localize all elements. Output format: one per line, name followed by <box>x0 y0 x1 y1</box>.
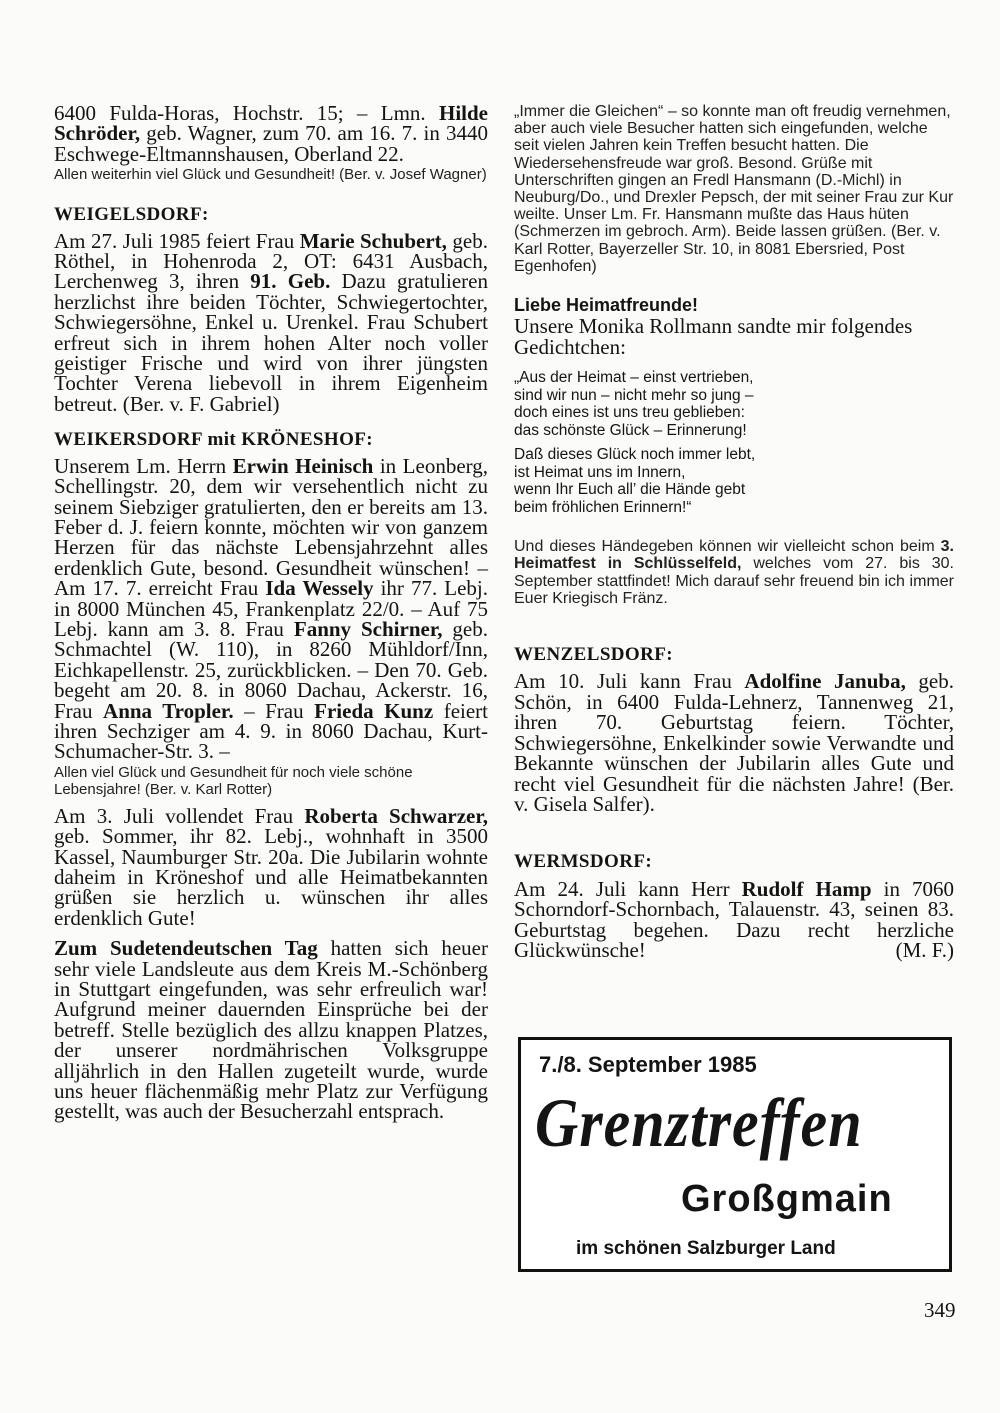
advertisement-grenztreffen <box>518 1037 952 1272</box>
paragraph-haendegeben <box>514 538 954 607</box>
page-number: 349 <box>924 1298 956 1322</box>
poem-stanza-2 <box>514 446 954 516</box>
bold-lead: Zum Sudetendeutschen Tag <box>54 936 318 961</box>
heading-wermsdorf: WERMSDORF: <box>514 851 653 873</box>
paragraph-gleichen: „Immer die Gleichen“ – so konnte man oft freudig vernehmen, aber auch viele Besucher hatten sich eingefunden, welche seit vielen Jahren kein Treffen besucht hatten. Die Wiedersehensfreude war groß. Besond. Grüße mit Unterschriften gingen an Fredl Hansmann (D.-Michl) in Neuburg/Do., und Drexler Pepsch, der mit seiner Frau zur Kur weilte. Unser Lm. Fr. Hansmann mußte das Haus hüten (Schmerzen im gebroch. Arm). Beide lassen grüßen. (Ber. v. Karl Rotter, Bayerzeller Str. 10, in 8081 Ebersried, Post Egenhofen) <box>514 103 954 275</box>
text: geb. Schön, in 6400 Fulda-Lehnerz, Tannenweg 21, ihren 70. Geburtstag feiern. Töchter, Schwiegersöhne, Enkelkinder sowie Verwandte und Bekannte wünschen der Jubilarin alles Gute und recht viel Gesundheit für die nächsten Jahre! (Ber. v. Gisela Salfer). <box>514 669 955 816</box>
heading-wenzelsdorf: WENZELSDORF: <box>514 644 673 666</box>
left-column <box>54 103 488 1122</box>
ad-subtitle: im schönen Salzburger Land <box>576 1238 836 1259</box>
text: geb. Sommer, ihr 82. Lebj., wohnhaft in 3500 Kassel, Naumburger Str. 20a. Die Jubilarin wohnte daheim in Kröneshof und alle Heimatbekannten grüßen sie herzlich u. wünschen ihr alles erdenklich Gute! <box>54 824 488 930</box>
text: geb. Wagner, zum 70. am 16. 7. in 3440 Eschwege-Eltmannshausen, Oberland 22. <box>54 121 488 166</box>
ad-title: Grenztreffen <box>535 1085 863 1162</box>
poem-line: Daß dieses Glück noch immer lebt, <box>514 446 756 464</box>
paragraph-horas <box>54 103 488 164</box>
person-name: Hilde Schröder, <box>54 101 488 146</box>
ad-date: 7./8. September 1985 <box>539 1052 757 1077</box>
text: in 7060 Schorndorf-Schornbach, Talauenstr. 43, seinen 83. Geburtstag begehen. Dazu recht herzliche Glückwünsche! <box>514 876 954 962</box>
paragraph-wenzelsdorf <box>514 671 954 814</box>
person-name: Ida Wessely <box>265 576 374 601</box>
person-name: Frieda Kunz <box>314 698 434 723</box>
ad-place: Großgmain <box>681 1178 893 1220</box>
paragraph-sudetendeutscher-tag <box>54 938 488 1122</box>
text: ihr 77. Lebj. in 8000 München 45, Frankenplatz 22/0. – Auf 75 Lebj. kann am 3. 8. Frau <box>54 576 488 641</box>
text: Dazu gratulieren herzlichst ihre beiden Töchter, Schwiegertochter, Schwiegersöhne, Enkel u. Urenkel. Frau Schubert erfreut sich in ihrem hohen Alter noch voller geistiger Frische und wird von ihrer jüngsten Tochter Verena liebevoll in ihrem Eigenheim betreut. (Ber. v. F. Gabriel) <box>54 269 488 416</box>
paragraph-rollmann: Unsere Monika Rollmann sandte mir folgendes Gedichtchen: <box>514 314 913 359</box>
birthday-bold: 91. Geb. <box>250 269 331 294</box>
heading-weigelsdorf: WEIGELSDORF: <box>54 204 209 226</box>
text: Am 27. Juli 1985 feiert Frau <box>54 228 300 253</box>
person-name: Fanny Schirner, <box>293 616 443 641</box>
poem-line: „Aus der Heimat – einst vertrieben, <box>514 369 754 387</box>
bold-event: 3. Heimatfest in Schlüsselfeld, <box>514 538 954 573</box>
person-name: Roberta Schwarzer, <box>304 803 488 828</box>
right-column <box>514 103 954 960</box>
paragraph-schwarzer <box>54 803 488 930</box>
poem-line: wenn Ihr Euch all’ die Hände gebt <box>514 481 746 499</box>
paragraph-wermsdorf <box>514 876 954 962</box>
text: welches vom 27. bis 30. September stattfindet! Mich darauf sehr freuend bin ich immer Euer Kriegisch Fränz. <box>514 555 954 607</box>
poem-line: beim fröhlichen Erinnern!“ <box>514 498 692 516</box>
text: – Frau <box>233 698 315 723</box>
text: in Leonberg, Schellingstr. 20, dem wir versehentlich nicht zu seinem Siebziger gratulierten, den er bereits am 13. Feber d. J. feiern konnte, möchten wir von ganzem Herzen für das nächste Lebensjahrzehnt alles erdenklich Gute, besond. Gesundheit wünschen! – Am 17. 7. erreicht Frau <box>54 453 489 601</box>
text: hatten sich heuer sehr viele Landsleute aus dem Kreis M.-Schönberg in Stuttgart eingefunden, was sehr erfreulich war! Aufgrund meiner dauernden Einsprüche bei der betreff. Stelle bezüglich des allzu knappen Platzes, der unserer nordmährischen Volksgruppe alljährlich in den Hallen zugeteilt wurde, wurde uns heuer flächenmäßig mehr Platz zur Verfügung gestellt, was auch der Besucherzahl entsprach. <box>54 936 488 1124</box>
text: Am 24. Juli kann Herr <box>514 876 742 901</box>
poem-line: ist Heimat uns im Innern, <box>514 463 686 481</box>
text: Unserem Lm. Herrn <box>54 453 233 478</box>
paragraph-weigelsdorf <box>54 228 488 416</box>
text: Am 3. Juli vollendet Frau <box>54 803 305 828</box>
person-name: Anna Tropler. <box>103 698 234 723</box>
person-name: Marie Schubert, <box>299 228 447 253</box>
poem-line: sind wir nun – nicht mehr so jung – <box>514 386 754 404</box>
text: Und dieses Händegeben können wir vielleicht schon beim <box>514 538 941 556</box>
text: geb. Röthel, in Hohenroda 2, OT: 6431 Ausbach, Lerchenweg 3, ihren <box>54 228 488 294</box>
paragraph-weikersdorf <box>54 453 489 764</box>
signature: (M. F.) <box>895 937 954 962</box>
poem-line: doch eines ist uns treu geblieben: <box>514 404 745 422</box>
person-name: Adolfine Januba, <box>744 669 906 694</box>
note-rotter: Allen viel Glück und Gesundheit für noch viele schöne Lebensjahre! (Ber. v. Karl Rotter) <box>54 763 413 798</box>
text: 6400 Fulda-Horas, Hochstr. 15; – Lmn. <box>54 101 439 125</box>
text: feiert ihren Sechziger am 4. 9. in 8060 Dachau, Kurt-Schumacher-Str. 3. – <box>54 698 489 764</box>
person-name: Rudolf Hamp <box>741 876 872 901</box>
text: geb. Schmachtel (W. 110), in 8260 Mühldorf/Inn, Eichkapellenstr. 25, zurückblicken. – Den 70. Geb. begeht am 20. 8. in 8060 Dachau, Ackerstr. 16, Frau <box>54 616 488 723</box>
heading-weikersdorf: WEIKERSDORF mit KRÖNESHOF: <box>54 429 373 451</box>
poem-line: das schönste Glück – Erinnerung! <box>514 421 747 439</box>
text: Am 10. Juli kann Frau <box>514 669 745 694</box>
person-name: Erwin Heinisch <box>232 453 374 478</box>
note-wagner: Allen weiterhin viel Glück und Gesundheit! (Ber. v. Josef Wagner) <box>54 166 487 184</box>
heading-liebe-heimatfreunde: Liebe Heimatfreunde! <box>514 295 699 316</box>
poem-stanza-1 <box>514 369 954 439</box>
